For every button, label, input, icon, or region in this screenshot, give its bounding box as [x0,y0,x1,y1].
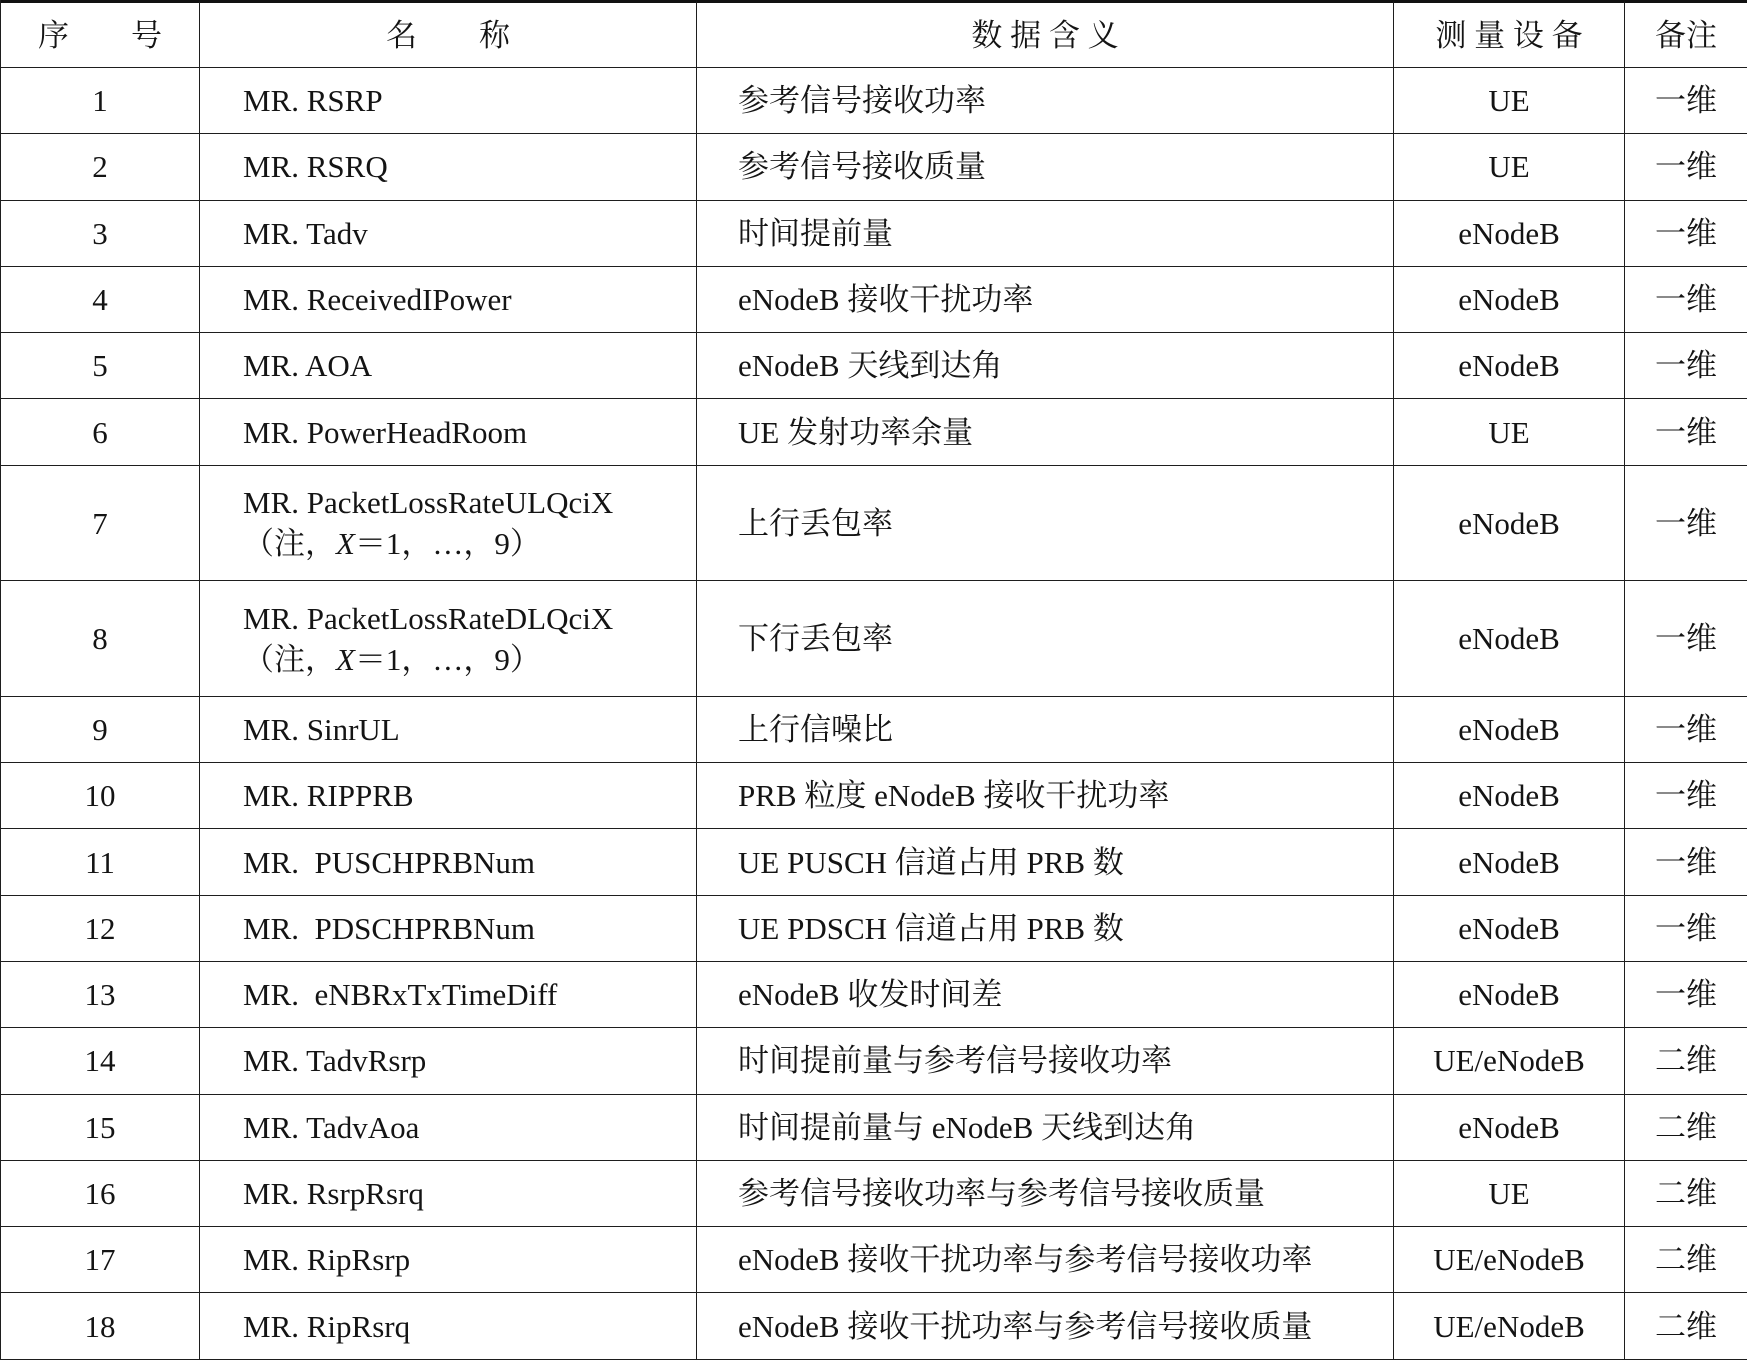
table-row [1,1293,1747,1359]
cell-index: 11 [1,829,200,895]
name-note [243,523,613,564]
name-text: MR. PacketLossRateULQciX [243,485,614,521]
table-row [1,1028,1747,1094]
cell-name: MR. RipRsrp [200,1227,697,1293]
table-row [1,962,1747,1028]
cell-device: eNodeB [1394,763,1625,829]
cell-remark: 一维 [1625,829,1747,895]
cell-index: 14 [1,1028,200,1094]
cell-index: 9 [1,697,200,763]
cell-device: UE/eNodeB [1394,1028,1625,1094]
cell-device: UE/eNodeB [1394,1293,1625,1359]
cell-name: MR. TadvAoa [200,1095,697,1161]
table-row [1,1095,1747,1161]
cell-index: 3 [1,201,200,267]
cell-name [200,581,697,697]
cell-meaning: UE 发射功率余量 [697,399,1394,465]
cell-name: MR. Tadv [200,201,697,267]
cell-device: eNodeB [1394,962,1625,1028]
cell-remark: 一维 [1625,962,1747,1028]
cell-remark: 一维 [1625,399,1747,465]
cell-device: UE/eNodeB [1394,1227,1625,1293]
cell-name: MR. RsrpRsrq [200,1161,697,1227]
cell-index: 2 [1,134,200,200]
table-row [1,1227,1747,1293]
cell-name: MR. ReceivedIPower [200,267,697,333]
cell-device: eNodeB [1394,896,1625,962]
cell-meaning: 参考信号接收质量 [697,134,1394,200]
cell-device: eNodeB [1394,333,1625,399]
note-prefix: （注， [243,641,336,677]
name-note [243,639,613,680]
header-meaning: 数 据 含 义 [697,0,1394,68]
cell-meaning: UE PUSCH 信道占用 PRB 数 [697,829,1394,895]
cell-remark: 一维 [1625,333,1747,399]
cell-remark: 二维 [1625,1293,1747,1359]
cell-device: eNodeB [1394,1095,1625,1161]
table-row [1,581,1747,697]
note-suffix: ＝1，…，9） [354,641,541,677]
cell-index: 6 [1,399,200,465]
cell-device: eNodeB [1394,466,1625,582]
table-header-row [1,0,1747,68]
cell-name: MR. RSRP [200,68,697,134]
name-text: MR. PacketLossRateDLQciX [243,600,614,636]
name-wrap [243,482,613,564]
header-index: 序 号 [1,0,200,68]
cell-remark: 一维 [1625,201,1747,267]
cell-meaning: eNodeB 收发时间差 [697,962,1394,1028]
cell-meaning: 时间提前量与 eNodeB 天线到达角 [697,1095,1394,1161]
note-prefix: （注， [243,526,336,562]
cell-name [200,466,697,582]
cell-name: MR. PDSCHPRBNum [200,896,697,962]
cell-index: 4 [1,267,200,333]
cell-meaning: 参考信号接收功率与参考信号接收质量 [697,1161,1394,1227]
cell-name: MR. eNBRxTxTimeDiff [200,962,697,1028]
cell-index: 15 [1,1095,200,1161]
table-row [1,267,1747,333]
cell-index: 16 [1,1161,200,1227]
table-row [1,896,1747,962]
cell-name: MR. RIPPRB [200,763,697,829]
cell-name: MR. TadvRsrp [200,1028,697,1094]
cell-device: UE [1394,1161,1625,1227]
cell-meaning: 上行信噪比 [697,697,1394,763]
table-row [1,333,1747,399]
note-suffix: ＝1，…，9） [354,526,541,562]
cell-remark: 一维 [1625,581,1747,697]
cell-index: 8 [1,581,200,697]
cell-index: 17 [1,1227,200,1293]
cell-remark: 一维 [1625,466,1747,582]
cell-meaning: eNodeB 接收干扰功率 [697,267,1394,333]
header-name: 名 称 [200,0,697,68]
cell-meaning: eNodeB 接收干扰功率与参考信号接收质量 [697,1293,1394,1359]
header-remark: 备注 [1625,0,1747,68]
cell-meaning: 下行丢包率 [697,581,1394,697]
cell-device: UE [1394,134,1625,200]
cell-meaning: eNodeB 接收干扰功率与参考信号接收功率 [697,1227,1394,1293]
cell-index: 1 [1,68,200,134]
table-row [1,201,1747,267]
cell-meaning: UE PDSCH 信道占用 PRB 数 [697,896,1394,962]
cell-index: 12 [1,896,200,962]
cell-name: MR. AOA [200,333,697,399]
cell-remark: 一维 [1625,68,1747,134]
cell-meaning: 参考信号接收功率 [697,68,1394,134]
cell-meaning: eNodeB 天线到达角 [697,333,1394,399]
cell-remark: 二维 [1625,1161,1747,1227]
note-variable: X [336,526,355,562]
table-row [1,134,1747,200]
cell-remark: 二维 [1625,1095,1747,1161]
cell-name: MR. RSRQ [200,134,697,200]
cell-meaning: 时间提前量与参考信号接收功率 [697,1028,1394,1094]
note-variable: X [336,641,355,677]
cell-device: UE [1394,68,1625,134]
table-body [1,68,1747,1360]
cell-device: eNodeB [1394,829,1625,895]
name-wrap [243,598,613,680]
table-row [1,763,1747,829]
cell-device: eNodeB [1394,267,1625,333]
cell-remark: 一维 [1625,134,1747,200]
cell-remark: 一维 [1625,267,1747,333]
cell-name: MR. PowerHeadRoom [200,399,697,465]
table-row [1,697,1747,763]
cell-device: eNodeB [1394,697,1625,763]
table-row [1,399,1747,465]
cell-index: 18 [1,1293,200,1359]
cell-remark: 二维 [1625,1227,1747,1293]
cell-name: MR. SinrUL [200,697,697,763]
cell-name: MR. PUSCHPRBNum [200,829,697,895]
table-row [1,829,1747,895]
cell-device: eNodeB [1394,581,1625,697]
cell-remark: 一维 [1625,763,1747,829]
cell-meaning: 上行丢包率 [697,466,1394,582]
cell-remark: 一维 [1625,896,1747,962]
cell-index: 10 [1,763,200,829]
table-row [1,1161,1747,1227]
cell-remark: 一维 [1625,697,1747,763]
cell-device: UE [1394,399,1625,465]
cell-index: 13 [1,962,200,1028]
table-row [1,466,1747,582]
cell-index: 7 [1,466,200,582]
cell-meaning: PRB 粒度 eNodeB 接收干扰功率 [697,763,1394,829]
cell-meaning: 时间提前量 [697,201,1394,267]
cell-name: MR. RipRsrq [200,1293,697,1359]
header-device: 测 量 设 备 [1394,0,1625,68]
cell-index: 5 [1,333,200,399]
table-row [1,68,1747,134]
cell-device: eNodeB [1394,201,1625,267]
cell-remark: 二维 [1625,1028,1747,1094]
